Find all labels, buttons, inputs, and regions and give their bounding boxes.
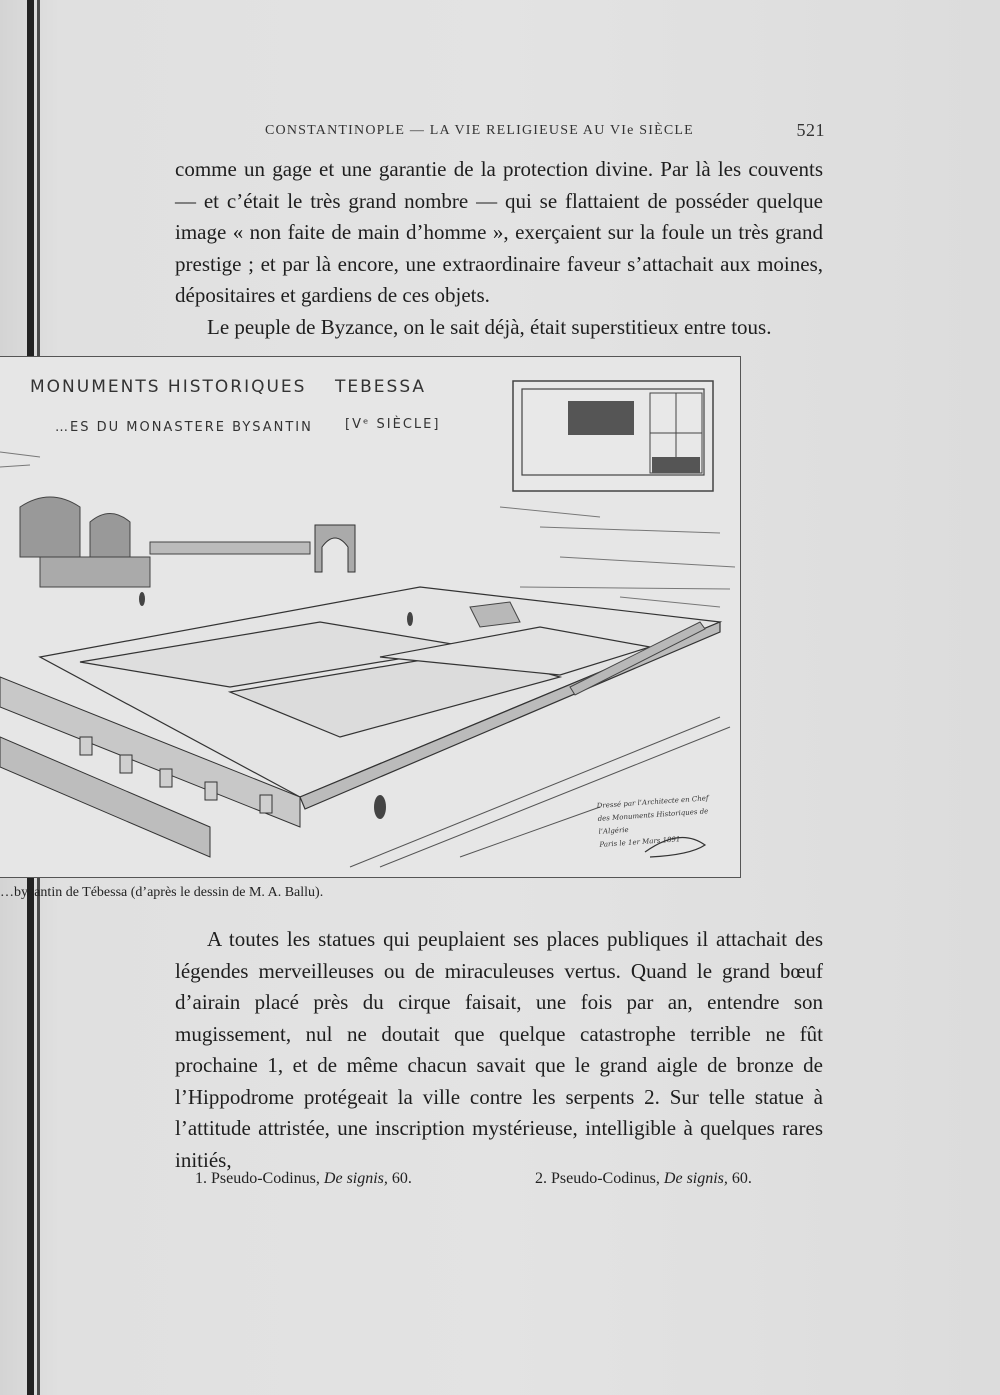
engraving-plate xyxy=(0,356,741,878)
credit-line: des Monuments Historiques de l’Algérie xyxy=(597,807,709,836)
site-plan-inset xyxy=(513,381,713,491)
plate-subtitle-right: [Vᵉ SIÈCLE] xyxy=(345,417,441,432)
body-text-top xyxy=(175,154,823,343)
footnote-1 xyxy=(195,1170,412,1188)
draughtsman-credit xyxy=(596,790,741,852)
plate-subtitle-left: …ES DU MONASTERE BYSANTIN xyxy=(55,420,313,435)
ruined-walls xyxy=(20,497,310,587)
footnotes xyxy=(195,1170,835,1194)
body-text-bottom xyxy=(175,924,823,1176)
footnote-page: 60. xyxy=(391,1170,412,1187)
running-header xyxy=(265,120,825,142)
footnote-2 xyxy=(535,1170,752,1188)
courtyard xyxy=(40,587,720,809)
page-number: 521 xyxy=(796,120,825,140)
footnote-author: Pseudo-Codinus, xyxy=(551,1170,660,1187)
footnote-page: 60. xyxy=(731,1170,752,1187)
credit-line: Paris le 1er Mars 1891 xyxy=(599,835,681,849)
arch xyxy=(315,525,355,572)
paragraph-statues: A toutes les statues qui peuplaient ses places publiques il attachait des légendes merveilleuses ou de miraculeuses vertus. Quand le grand bœuf d’airain placé près du cirque faisait, une fois par an, entendre son mugissement, nul ne doutait que quelque catastrophe terrible ne fût prochaine 1, et de même chacun savait que le grand aigle de bronze de l’Hippodrome protégeait la ville contre les serpents 2. Sur telle statue à l’attitude attristée, une inscription mystérieuse, intelligible à quelques rares initiés, xyxy=(175,927,823,1172)
plate-title-left: MONUMENTS HISTORIQUES xyxy=(30,377,307,397)
plate-title-right: TEBESSA xyxy=(335,377,427,397)
footnote-number: 2. xyxy=(535,1170,547,1187)
credit-line: Dressé par l’Architecte en Chef xyxy=(596,794,709,810)
header-title: CONSTANTINOPLE — LA VIE RELIGIEUSE AU VIe SIÈCLE xyxy=(265,123,694,138)
paragraph-continued: comme un gage et une garantie de la protection divine. Par là les couvents — et c’était le très grand nombre — qui se flattaient de posséder quelque image « non faite de main d’homme », exerçaient sur la foule un très grand prestige ; et par là encore, une extraordinaire faveur s’attachait aux moines, dépositaires et gardiens de ces objets. xyxy=(175,157,823,307)
footnote-author: Pseudo-Codinus, xyxy=(211,1170,320,1187)
footnote-number: 1. xyxy=(195,1170,207,1187)
footnote-work: De signis, xyxy=(323,1170,388,1187)
footnote-work: De signis, xyxy=(663,1170,728,1187)
figure-caption: …byzantin de Tébessa (d’après le dessin de M. A. Ballu). xyxy=(0,885,324,900)
paragraph-byzance: Le peuple de Byzance, on le sait déjà, était superstitieux entre tous. xyxy=(207,314,772,339)
